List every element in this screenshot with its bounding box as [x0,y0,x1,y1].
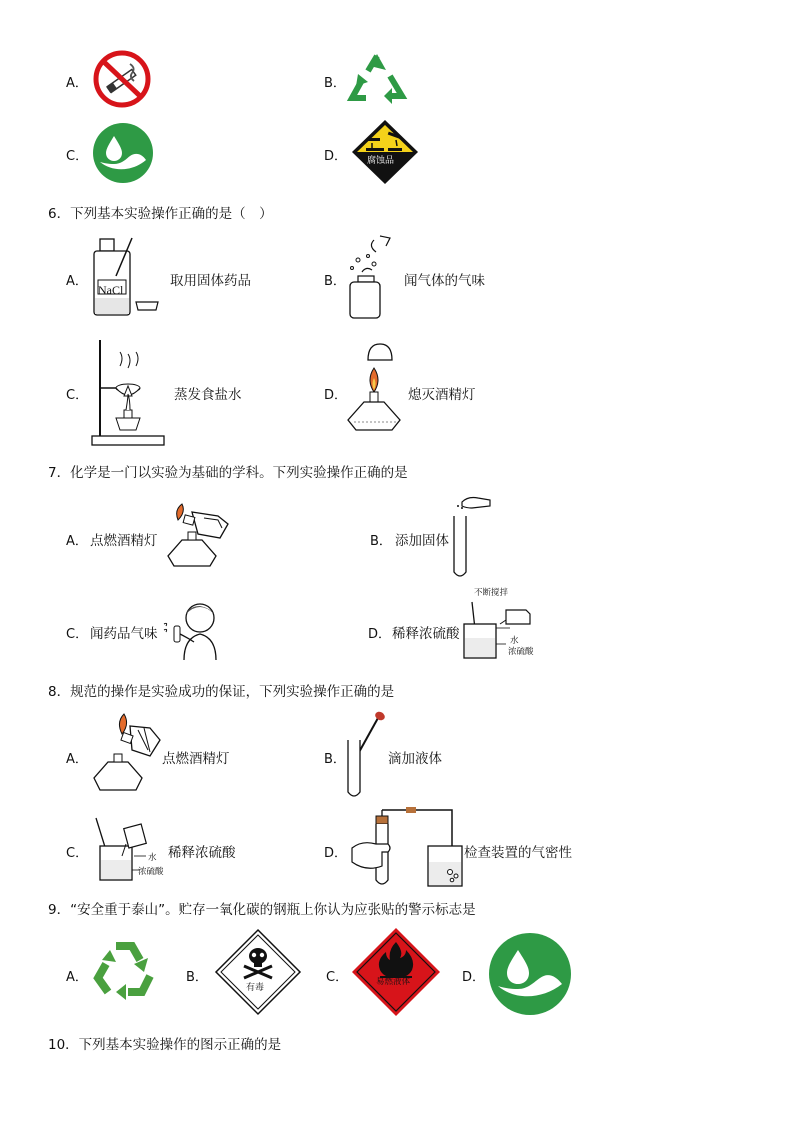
q7-option-d-letter: D． [368,627,392,642]
test-tube-add-solid-illustration [448,494,494,580]
q10-stem: 10．下列基本实验操作的图示正确的是 [48,1037,282,1053]
q8-option-b-letter: B． [324,752,346,767]
boy-smelling-reagent-illustration [160,598,226,662]
flammable-sign-text: 易燃液体 [376,977,411,987]
q5-option-d-letter: D． [324,149,348,164]
q6-option-b-caption: 闻气体的气味 [404,273,485,289]
q5-option-c-letter: C． [66,149,89,164]
q7-stem: 7．化学是一门以实验为基础的学科。下列实验操作正确的是 [48,465,408,481]
q6-option-a-letter: A． [66,274,88,289]
q8-option-c-caption: 稀释浓硫酸 [168,845,236,861]
q7-option-c-letter: C． [66,627,89,642]
q9-option-a-letter: A． [66,970,88,985]
q8-option-b-caption: 滴加液体 [388,751,442,767]
flammable-liquid-icon [350,926,442,1018]
q5-option-a-letter: A． [66,76,88,91]
q9-option-b-letter: B． [186,970,208,985]
q8-option-d-letter: D． [324,846,348,861]
no-smoking-icon [92,50,152,108]
q7-option-b-letter: B． [370,534,392,549]
lamp-to-lamp-lighting-illustration [164,500,236,572]
q6-option-d-caption: 熄灭酒精灯 [408,387,476,403]
q7-option-a-letter: A． [66,534,88,549]
toxic-sign-text: 有毒 [246,983,265,993]
solid-reagent-bottle-illustration [90,236,162,318]
q9-stem: 9．“安全重于泰山”。贮存一氧化碳的钢瓶上你认为应张贴的警示标志是 [48,902,476,918]
water-saving-icon-2 [488,932,572,1016]
q6-option-b-letter: B． [324,274,346,289]
lamp-to-lamp-lighting-illustration-2 [92,712,164,794]
q7-label-stir: 不断搅拌 [474,588,509,598]
toxic-icon [214,928,302,1016]
q6-option-c-caption: 蒸发食盐水 [174,387,242,403]
airtightness-check-illustration [350,806,464,888]
water-saving-icon [92,122,154,184]
q7-label-acid: 浓硫酸 [508,647,534,657]
q7-option-a-caption: 点燃酒精灯 [90,533,158,549]
corrosive-sign-text: 腐蚀品 [367,156,395,166]
nacl-label: NaCl [98,283,124,297]
q7-option-d-caption: 稀释浓硫酸 [392,626,460,642]
q8-stem: 8．规范的操作是实验成功的保证，下列实验操作正确的是 [48,684,395,700]
gas-bottle-smell-illustration [344,232,400,320]
q7-option-b-caption: 添加固体 [395,533,449,549]
q6-option-d-letter: D． [324,388,348,403]
q8-option-a-letter: A． [66,752,88,767]
q9-option-d-letter: D． [462,970,486,985]
q6-option-c-letter: C． [66,388,89,403]
alcohol-lamp-cap-illustration [344,340,406,432]
q9-option-c-letter: C． [326,970,349,985]
q8-option-c-letter: C． [66,846,89,861]
dropper-test-tube-illustration [342,710,388,798]
q7-option-c-caption: 闻药品气味 [90,626,158,642]
recycle-icon-2 [92,940,156,1002]
evaporation-stand-illustration [88,336,168,448]
q8-label-water: 水 [148,853,157,863]
q8-option-a-caption: 点燃酒精灯 [162,751,230,767]
q5-option-b-letter: B． [324,76,346,91]
q8-option-d-caption: 检查装置的气密性 [464,845,572,861]
q6-option-a-caption: 取用固体药品 [170,273,251,289]
q7-label-water: 水 [510,636,519,646]
q6-stem: 6．下列基本实验操作正确的是（ ） [48,206,273,222]
corrosive-icon [350,118,420,186]
recycle-icon [346,52,408,106]
q8-label-acid: 浓硫酸 [138,867,164,877]
